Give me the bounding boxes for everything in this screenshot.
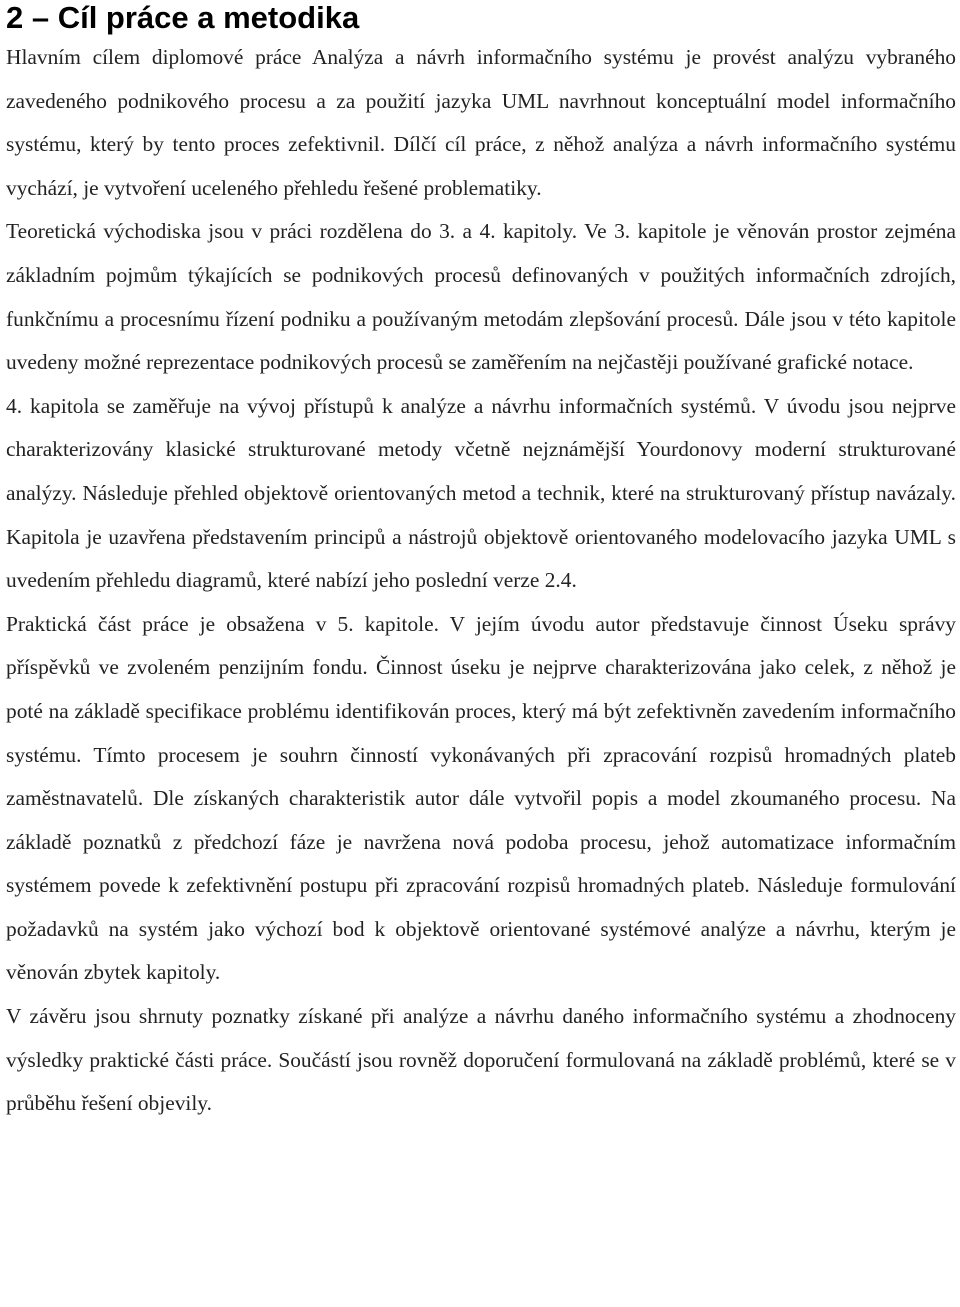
paragraph-conclusion: V závěru jsou shrnuty poznatky získané při analýze a návrhu daného informačního systému a zhodnoceny výsledky praktické části práce. Součástí jsou rovněž doporučení formulovaná na základě problémů, které se v průběhu řešení objevily.	[6, 1004, 956, 1116]
paragraph-theory-ch4: 4. kapitola se zaměřuje na vývoj přístupů k analýze a návrhu informačních systémů. V úvodu jsou nejprve charakterizovány klasické strukturované metody včetně nejznámější Yourdonovy moderní strukturované analýzy. Následuje přehled objektově orientovaných metod a technik, které na strukturovaný přístup navázaly. Kapitola je uzavřena představením principů a nástrojů objektově orientovaného modelovacího jazyka UML s uvedením přehledu diagramů, které nabízí jeho poslední verze 2.4.	[6, 393, 956, 593]
chapter-body	[6, 36, 956, 1126]
chapter-heading: 2 – Cíl práce a metodika	[6, 0, 360, 35]
paragraph-goal: Hlavním cílem diplomové práce Analýza a návrh informačního systému je provést analýzu vybraného zavedeného podnikového procesu a za použití jazyka UML navrhnout konceptuální model informačního systému, který by tento proces zefektivnil. Dílčí cíl práce, z něhož analýza a návrh informačního systému vychází, je vytvoření uceleného přehledu řešené problematiky.	[6, 45, 956, 200]
paragraph-theory-ch3: Teoretická východiska jsou v práci rozdělena do 3. a 4. kapitoly. Ve 3. kapitole je věnován prostor zejména základním pojmům týkajících se podnikových procesů definovaných v použitých informačních zdrojích, funkčnímu a procesnímu řízení podniku a používaným metodám zlepšování procesů. Dále jsou v této kapitole uvedeny možné reprezentace podnikových procesů se zaměřením na nejčastěji používané grafické notace.	[6, 219, 956, 375]
paragraph-practical: Praktická část práce je obsažena v 5. kapitole. V jejím úvodu autor představuje činnost Úseku správy příspěvků ve zvoleném penzijním fondu. Činnost úseku je nejprve charakterizována jako celek, z něhož je poté na základě specifikace problému identifikován proces, který má být zefektivněn zavedením informačního systému. Tímto procesem je souhrn činností vykonávaných při zpracování rozpisů hromadných plateb zaměstnavatelů. Dle získaných charakteristik autor dále vytvořil popis a model zkoumaného procesu. Na základě poznatků z předchozí fáze je navržena nová podoba procesu, jehož automatizace informačním systémem povede k zefektivnění postupu při zpracování rozpisů hromadných plateb. Následuje formulování požadavků na systém jako výchozí bod k objektově orientované systémové analýze a návrhu, kterým je věnován zbytek kapitoly.	[6, 611, 956, 985]
document-page	[6, 0, 956, 1126]
